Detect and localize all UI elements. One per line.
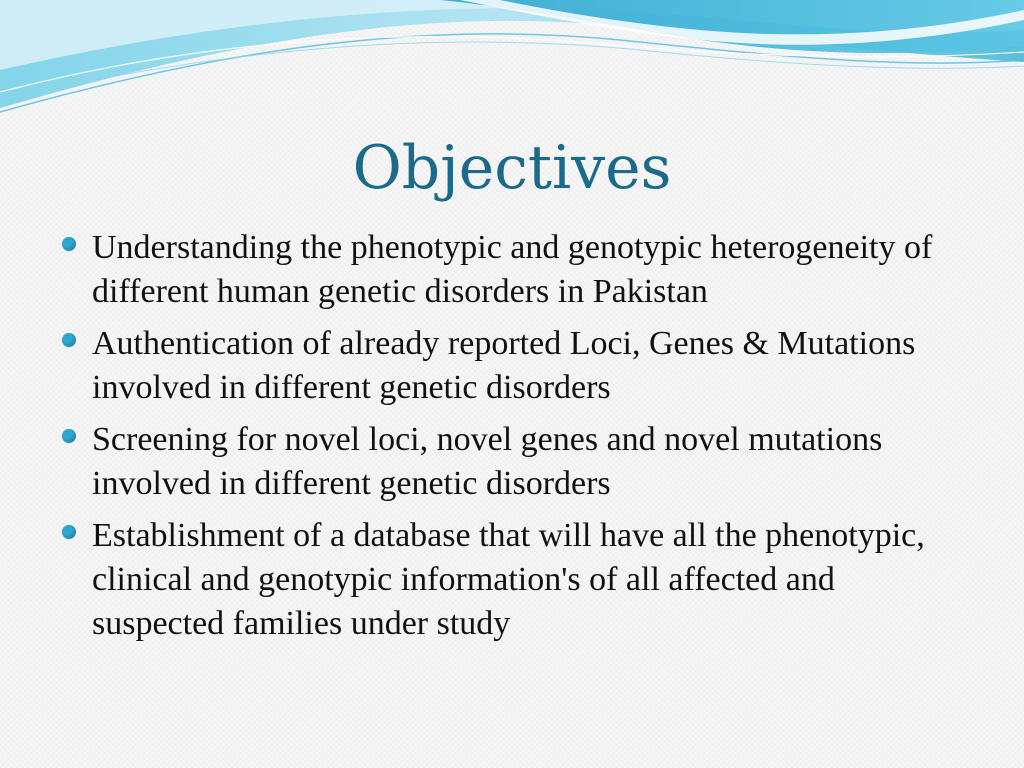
- list-item: [60, 322, 970, 410]
- bullet-icon: [62, 429, 76, 443]
- wave-header-decoration: [0, 0, 1024, 130]
- slide-title: Objectives: [352, 133, 672, 203]
- bullet-text: Understanding the phenotypic and genotypic heterogeneity of different human genetic disorders in Pakistan: [92, 229, 933, 310]
- bullet-text: Authentication of already reported Loci, Genes & Mutations involved in different genetic disorders: [92, 325, 916, 406]
- bullet-icon: [62, 525, 76, 539]
- bullet-icon: [62, 237, 76, 251]
- list-item: [60, 514, 970, 646]
- bullet-text: Screening for novel loci, novel genes and novel mutations involved in different genetic disorders: [92, 421, 883, 502]
- list-item: [60, 418, 970, 506]
- list-item: [60, 226, 970, 314]
- bullet-icon: [62, 333, 76, 347]
- objectives-list: [60, 226, 970, 654]
- bullet-text: Establishment of a database that will have all the phenotypic, clinical and genotypic information's of all affected and suspected families under study: [92, 517, 925, 642]
